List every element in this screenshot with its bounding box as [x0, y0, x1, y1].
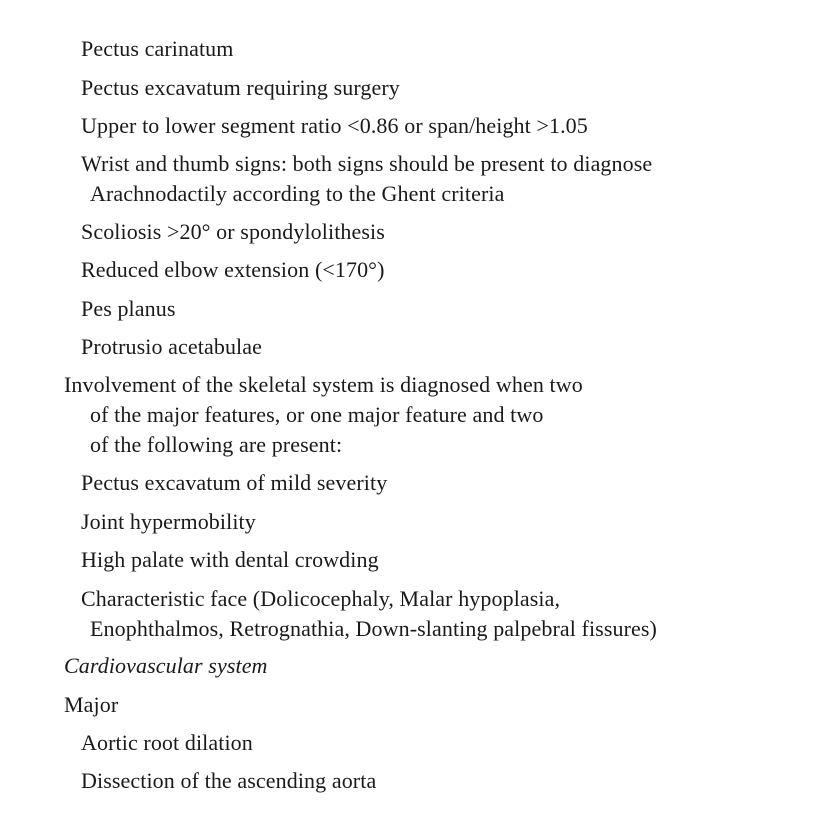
- criterion-pectus-excavatum-surgery: Pectus excavatum requiring surgery: [81, 75, 400, 100]
- involvement-note-line-1: Involvement of the skeletal system is diagnosed when two: [64, 372, 583, 397]
- criterion-scoliosis: Scoliosis >20° or spondylolithesis: [81, 219, 385, 244]
- involvement-note-line-3: of the following are present:: [90, 432, 343, 457]
- criterion-joint-hypermobility: Joint hypermobility: [81, 509, 256, 534]
- criterion-protrusio-acetabulae: Protrusio acetabulae: [81, 334, 262, 359]
- criterion-elbow-extension: Reduced elbow extension (<170°): [81, 257, 385, 282]
- section-heading-cardiovascular: Cardiovascular system: [64, 653, 268, 678]
- criterion-wrist-thumb-signs-cont: Arachnodactily according to the Ghent criteria: [90, 181, 505, 206]
- criterion-aortic-root-dilation: Aortic root dilation: [81, 730, 253, 755]
- criterion-wrist-thumb-signs: Wrist and thumb signs: both signs should be present to diagnose: [81, 151, 653, 176]
- criterion-segment-ratio: Upper to lower segment ratio <0.86 or span/height >1.05: [81, 113, 588, 138]
- criterion-pes-planus: Pes planus: [81, 296, 176, 321]
- criterion-pectus-excavatum-mild: Pectus excavatum of mild severity: [81, 470, 388, 495]
- major-label: Major: [64, 692, 119, 717]
- criterion-characteristic-face: Characteristic face (Dolicocephaly, Malar hypoplasia,: [81, 586, 561, 611]
- criterion-characteristic-face-cont: Enophthalmos, Retrognathia, Down-slanting palpebral fissures): [90, 616, 657, 641]
- involvement-note-line-2: of the major features, or one major feature and two: [90, 402, 544, 427]
- criterion-aortic-dissection: Dissection of the ascending aorta: [81, 768, 377, 793]
- criterion-pectus-carinatum: Pectus carinatum: [81, 36, 234, 61]
- criterion-high-palate: High palate with dental crowding: [81, 547, 379, 572]
